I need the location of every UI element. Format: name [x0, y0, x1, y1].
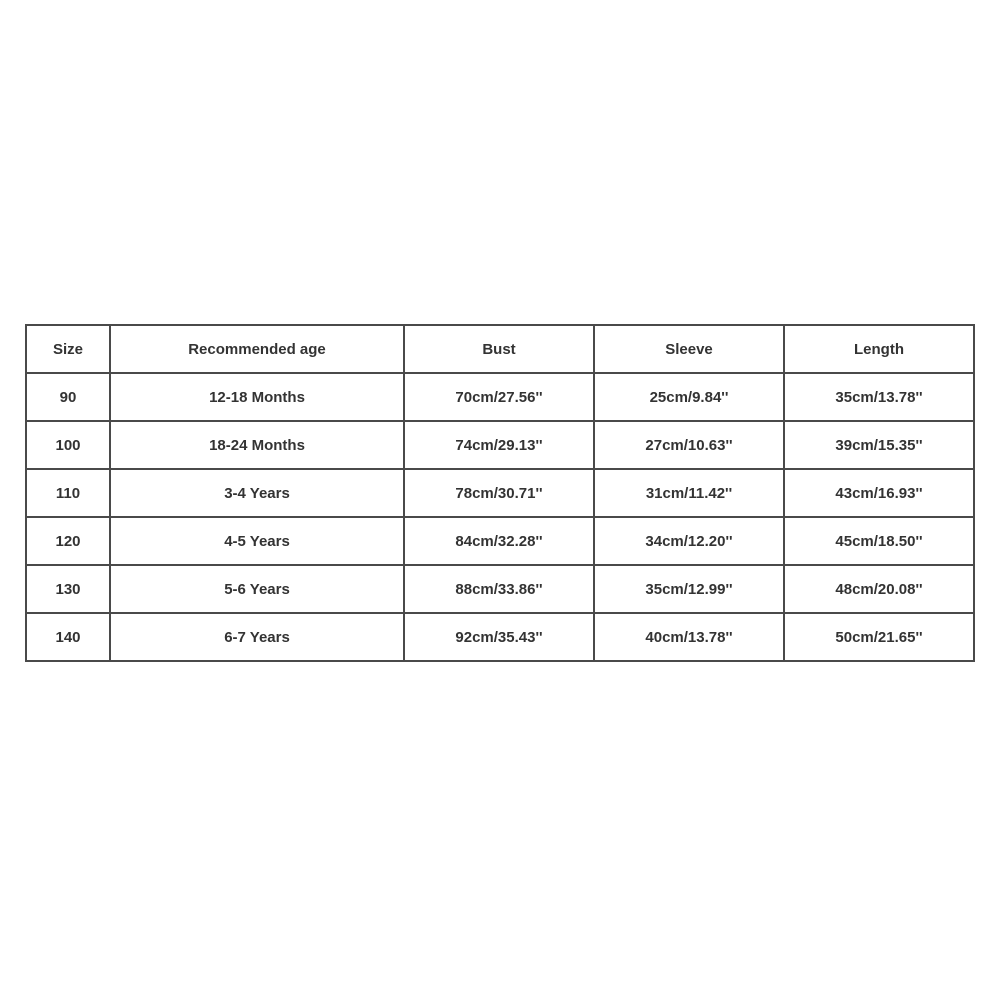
cell-size: 110 [26, 469, 110, 517]
cell-sleeve: 34cm/12.20'' [594, 517, 784, 565]
cell-recommended-age: 18-24 Months [110, 421, 404, 469]
size-chart-table [25, 324, 975, 662]
cell-bust: 84cm/32.28'' [404, 517, 594, 565]
table-row [26, 373, 974, 421]
cell-recommended-age: 4-5 Years [110, 517, 404, 565]
cell-sleeve: 31cm/11.42'' [594, 469, 784, 517]
table-row [26, 613, 974, 661]
cell-recommended-age: 12-18 Months [110, 373, 404, 421]
header-row [26, 325, 974, 373]
cell-recommended-age: 5-6 Years [110, 565, 404, 613]
header-length: Length [784, 325, 974, 373]
header-bust: Bust [404, 325, 594, 373]
cell-bust: 78cm/30.71'' [404, 469, 594, 517]
cell-length: 50cm/21.65'' [784, 613, 974, 661]
table-row [26, 421, 974, 469]
cell-length: 43cm/16.93'' [784, 469, 974, 517]
cell-bust: 92cm/35.43'' [404, 613, 594, 661]
cell-bust: 70cm/27.56'' [404, 373, 594, 421]
cell-recommended-age: 3-4 Years [110, 469, 404, 517]
size-chart-header [26, 325, 974, 373]
cell-length: 35cm/13.78'' [784, 373, 974, 421]
cell-sleeve: 27cm/10.63'' [594, 421, 784, 469]
size-chart-body [26, 373, 974, 661]
cell-length: 45cm/18.50'' [784, 517, 974, 565]
cell-size: 140 [26, 613, 110, 661]
cell-size: 100 [26, 421, 110, 469]
cell-sleeve: 35cm/12.99'' [594, 565, 784, 613]
cell-sleeve: 40cm/13.78'' [594, 613, 784, 661]
cell-recommended-age: 6-7 Years [110, 613, 404, 661]
cell-size: 130 [26, 565, 110, 613]
cell-size: 90 [26, 373, 110, 421]
table-row [26, 517, 974, 565]
cell-bust: 74cm/29.13'' [404, 421, 594, 469]
cell-length: 48cm/20.08'' [784, 565, 974, 613]
cell-size: 120 [26, 517, 110, 565]
header-recommended-age: Recommended age [110, 325, 404, 373]
cell-bust: 88cm/33.86'' [404, 565, 594, 613]
header-size: Size [26, 325, 110, 373]
cell-sleeve: 25cm/9.84'' [594, 373, 784, 421]
table-row [26, 469, 974, 517]
cell-length: 39cm/15.35'' [784, 421, 974, 469]
header-sleeve: Sleeve [594, 325, 784, 373]
table-row [26, 565, 974, 613]
